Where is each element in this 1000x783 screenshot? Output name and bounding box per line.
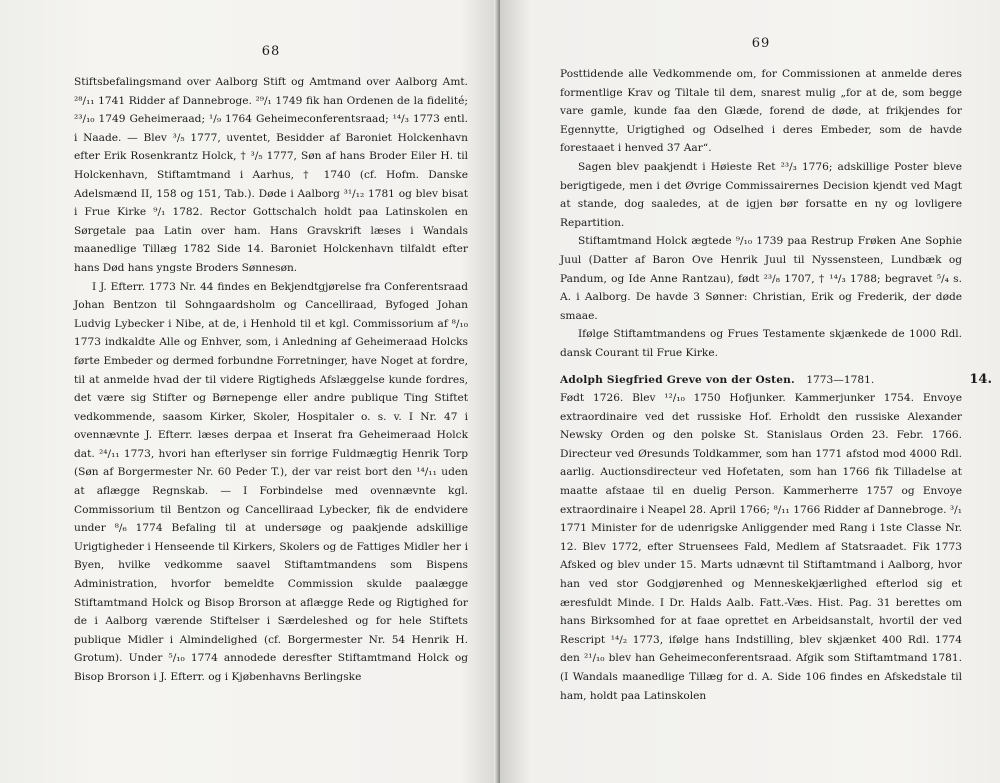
left-paragraph-1: Stiftsbefalingsmand over Aalborg Stift og Amtmand over Aalborg Amt. ²⁸/₁₁ 1741 Ridder af Dannebroge. ²⁹/₁ 1749 fik han Ordenen de la fidelité; ²³/₁₀ 1749 Geheimeraad; ¹/₉ 1764 Geheimeconferentsraad; ¹⁴/₃ 1773 entl. i Naade. — Blev ³/₅ 1777, uventet, Besidder af Baroniet Holckenhavn efter Erik Rosenkrantz Holck, † ³/₅ 1777, Søn af hans Broder Eiler H. til Holckenhavn, Stiftamtmand i Aarhus, † 1740 (cf. Hofm. Danske Adelsmænd II, 158 og 151, Tab.). Døde i Aalborg ³¹/₁₂ 1781 og blev bisat i Frue Kirke ⁹/₁ 1782. Rector Gottschalch holdt paa Latinskolen en Sørgetale paa Latin over ham. Hans Gravskrift læses i Wandals maanedlige Tillæg 1782 Side 14. Baroniet Holckenhavn tilfaldt efter hans Død hans yngste Broders Sønnesøn. xyxy=(74,76,468,274)
entry-name: Adolph Siegfried Greve von der Osten. xyxy=(560,373,795,386)
right-paragraph-2: Sagen blev paakjendt i Høieste Ret ²³/₃ 1776; adskillige Poster bleve berigtigede, men i det Øvrige Commissairernes Decision kjendt ved Magt at stande, dog saaledes, at de igjen bør forsatte en ny og lovligere Repartition. xyxy=(560,160,962,229)
left-page-text xyxy=(74,73,468,687)
left-page-number: 68 xyxy=(261,44,281,59)
entry-heading xyxy=(560,371,992,390)
right-page xyxy=(500,0,1000,783)
entry-body: Født 1726. Blev ¹²/₁₀ 1750 Hofjunker. Kammerjunker 1754. Envoye extraordinaire ved det russiske Hof. Erholdt den russiske Alexander Newsky Orden og den polske St. Stanislaus Orden 23. Febr. 1766. Directeur ved Øresunds Toldkammer, som han 1771 afstod mod 4000 Rdl. aarlig. Auctionsdirecteur ved Hofetaten, som han 1766 fik Tilladelse at maatte afstaae til en duelig Person. Kammerherre 1757 og Envoye extraordinaire i Neapel 28. April 1766; ⁸/₁₁ 1766 Ridder af Dannebroge. ³/₁ 1771 Minister for de udenrigske Anliggender med Rang i 1ste Classe Nr. 12. Blev 1772, efter Struensees Fald, Medlem af Statsraadet. Fik 1773 Afsked og blev under 15. Marts udnævnt til Stiftamtmand i Aalborg, hvor han ved stor Godgjørenhed og Menneskekjærlighed efterlod sig et æresfuldt Minde. I Dr. Halds Aalb. Fatt.-Væs. Hist. Pag. 31 berettes om hans Birksomhed for at faae oprettet en Arbeidsanstalt, hvortil der ved Rescript ¹⁴/₂ 1773, ifølge hans Indstilling, blev skjænket 400 Rdl. 1774 den ²¹/₁₀ blev han Geheimeconferentsraad. Afgik som Stiftamtmand 1781. (I Wandals maanedlige Tillæg for d. A. Side 106 findes en Afskedstale til ham, holdt paa Latinskolen xyxy=(560,392,962,702)
entry-years: 1773—1781. xyxy=(806,373,875,386)
right-paragraph-1: Posttidende alle Vedkommende om, for Commissionen at anmelde deres formentlige Krav og Tiltale til dem, snarest mulig „for at de, som begge vare gamle, kunde faa den Glæde, forend de døde, at frikjendes for Egennytte, Urigtighed og Odselhed i deres Embeder, som de havde forestaaet i henved 37 Aar“. xyxy=(560,68,962,155)
left-paragraph-2: I J. Efterr. 1773 Nr. 44 findes en Bekjendtgjørelse fra Conferentsraad Johan Bentzon til Sohngaardsholm og Cancelliraad, Byfoged Johan Ludvig Lybecker i Nibe, at de, i Henhold til et kgl. Commissorium af ⁸/₁₀ 1773 indkaldte Alle og Enhver, som, i Anledning af Geheimeraad Holcks førte Embeder og dermed forbundne Forretninger, have Noget at fordre, til at anmelde hvad der til videre Rigtigheds Afslæggelse kunde fordres, det være sig Stifter og Børnepenge eller andre publique Ting Stiftet vedkommende, saasom Kirker, Skoler, Hospitaler o. s. v. I Nr. 47 i ovennævnte J. Efterr. læses derpaa et Inserat fra Geheimeraad Holck dat. ²⁴/₁₁ 1773, hvori han efterlyser sin forrige Fuldmægtig Henrik Torp (Søn af Borgermester Nr. 60 Peder T.), der var reist bort den ¹⁴/₁₁ uden at aflægge Regnskab. — I Forbindelse med ovennævnte kgl. Commissorium til Bentzon og Cancelliraad Lybecker, fik de endvidere under ⁸/₆ 1774 Befaling til at undersøge og paakjende adskillige Urigtigheder i Henseende til Kirkers, Skolers og de Fattiges Midler her i Byen, hvilke vedkomme saavel Stiftamtmandens som Bispens Administration, hvorfor bemeldte Commission skulde paalægge Stiftamtmand Holck og Bisop Brorson at aflægge Rede og Rigtighed for de i Aalborg værende Stiftelser i Særdeleshed og for hele Stiftets publique Midler i Almindelighed (cf. Borgermester Nr. 54 Henrik H. Grotum). Under ⁵/₁₀ 1774 annodede deresfter Stiftamtmand Holck og Bisop Brorson i J. Efterr. og i Kjøbenhavns Berlingske xyxy=(74,280,468,683)
right-paragraph-4: Ifølge Stiftamtmandens og Frues Testamente skjænkede de 1000 Rdl. dansk Courant til Frue Kirke. xyxy=(560,328,962,359)
right-page-text xyxy=(560,65,992,705)
right-paragraph-3: Stiftamtmand Holck ægtede ⁹/₁₀ 1739 paa Restrup Frøken Ane Sophie Juul (Datter af Baron Ove Henrik Juul til Nyssensteen, Lundbæk og Pandum, og Ide Anne Rantzau), født ²³/₈ 1707, † ¹⁴/₃ 1788; begravet ⁵/₄ s. A. i Aalborg. De havde 3 Sønner: Christian, Erik og Frederik, der døde smaae. xyxy=(560,235,962,322)
right-page-number: 69 xyxy=(751,36,771,51)
entry-margin-number: 14. xyxy=(969,371,992,387)
